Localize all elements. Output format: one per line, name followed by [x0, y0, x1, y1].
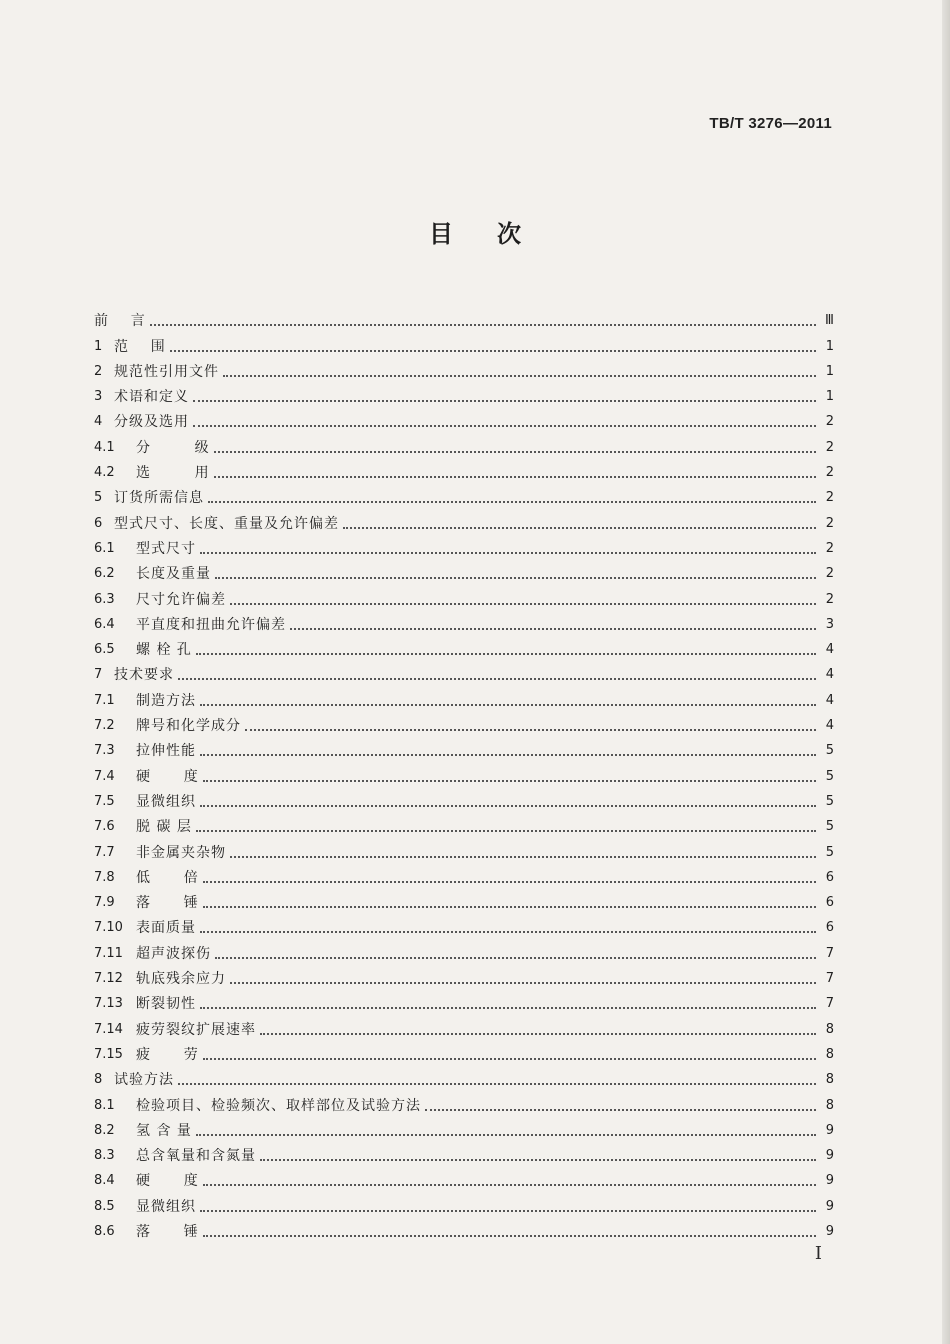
toc-entry-number: 7.15	[94, 1046, 123, 1062]
toc-entry[interactable]	[94, 533, 834, 558]
toc-entry-label: 术语和定义	[114, 389, 189, 406]
toc-dot-leader	[178, 1083, 816, 1085]
toc-dot-leader	[260, 1159, 816, 1161]
toc-dot-leader	[203, 1235, 816, 1237]
toc-entry-label: 分 级	[136, 439, 210, 456]
toc-dot-leader	[203, 906, 816, 908]
toc-entry-page: 2	[825, 591, 834, 607]
toc-entry-page: 2	[825, 439, 834, 455]
toc-entry-label: 牌号和化学成分	[136, 718, 241, 735]
toc-entry-page: 9	[825, 1148, 834, 1164]
toc-entry[interactable]	[94, 735, 834, 760]
toc-entry-number: 6	[94, 515, 103, 531]
toc-entry-page: 1	[825, 389, 834, 405]
toc-entry-page: 2	[825, 566, 834, 582]
toc-entry-number: 4.2	[94, 465, 115, 481]
toc-dot-leader	[208, 501, 816, 503]
toc-entry[interactable]	[94, 912, 834, 937]
toc-entry-label: 硬 度	[136, 768, 199, 785]
page-number: I	[814, 1243, 822, 1264]
toc-entry-number: 5	[94, 490, 103, 506]
toc-entry-number: 7	[94, 667, 103, 683]
toc-dot-leader	[343, 527, 816, 529]
toc-entry[interactable]	[94, 811, 834, 836]
toc-entry-label: 范 围	[114, 338, 166, 355]
toc-entry-number: 8.5	[94, 1198, 115, 1214]
toc-entry-page: 2	[825, 540, 834, 556]
toc-entry[interactable]	[94, 634, 834, 659]
toc-entry-number: 7.9	[94, 895, 115, 911]
toc-entry-number: 1	[94, 338, 103, 354]
toc-entry-number: 6.2	[94, 566, 115, 582]
toc-entry-page: 6	[825, 920, 834, 936]
toc-entry-page: 9	[825, 1198, 834, 1214]
toc-entry-number: 7.7	[94, 844, 115, 860]
toc-entry-page: 4	[825, 642, 834, 658]
page-title: 目次	[429, 220, 565, 248]
toc-entry-label: 显微组织	[136, 793, 196, 810]
toc-entry-number: 7.8	[94, 869, 115, 885]
toc-entry[interactable]	[94, 583, 834, 608]
toc-entry-label: 疲 劳	[136, 1046, 199, 1063]
toc-dot-leader	[230, 982, 816, 984]
toc-entry[interactable]	[94, 1039, 834, 1064]
toc-entry-label: 非金属夹杂物	[136, 844, 226, 861]
toc-entry[interactable]	[94, 1165, 834, 1190]
toc-entry-page: 8	[825, 1097, 834, 1113]
toc-dot-leader	[196, 653, 816, 655]
toc-entry-page: 8	[825, 1021, 834, 1037]
document-code: TB/T 3276—2011	[709, 115, 832, 132]
page-edge	[942, 0, 950, 1344]
toc-entry[interactable]	[94, 786, 834, 811]
toc-dot-leader	[203, 1184, 816, 1186]
toc-entry-page: 7	[825, 971, 834, 987]
toc-entry-page: 4	[825, 718, 834, 734]
toc-dot-leader	[200, 754, 816, 756]
toc-entry[interactable]	[94, 1089, 834, 1114]
toc-entry-page: 4	[825, 667, 834, 683]
toc-entry-label: 低 倍	[136, 869, 199, 886]
toc-entry-page: 5	[825, 743, 834, 759]
toc-entry[interactable]	[94, 330, 834, 355]
toc-entry-label: 型式尺寸	[136, 540, 196, 557]
toc-entry-page: 8	[825, 1046, 834, 1062]
toc-dot-leader	[200, 1007, 816, 1009]
toc-entry-label: 氢 含 量	[136, 1122, 192, 1139]
toc-dot-leader	[203, 780, 816, 782]
toc-entry-label: 断裂韧性	[136, 996, 196, 1013]
toc-entry[interactable]	[94, 457, 834, 482]
table-of-contents	[94, 305, 834, 1241]
toc-entry-label: 尺寸允许偏差	[136, 591, 226, 608]
toc-dot-leader	[245, 729, 816, 731]
toc-dot-leader	[215, 957, 816, 959]
toc-entry-label: 分级及选用	[114, 414, 189, 431]
toc-entry-label: 轨底残余应力	[136, 971, 226, 988]
toc-entry-page: 4	[825, 692, 834, 708]
toc-entry-label: 前 言	[94, 313, 146, 330]
toc-entry[interactable]	[94, 659, 834, 684]
toc-entry-number: 8.6	[94, 1223, 115, 1239]
toc-entry-number: 7.4	[94, 768, 115, 784]
toc-entry-label: 平直度和扭曲允许偏差	[136, 616, 286, 633]
toc-entry-page: 5	[825, 844, 834, 860]
toc-entry-label: 选 用	[136, 465, 210, 482]
toc-entry-label: 长度及重量	[136, 566, 211, 583]
toc-dot-leader	[425, 1109, 816, 1111]
toc-dot-leader	[170, 350, 816, 352]
toc-entry[interactable]	[94, 609, 834, 634]
toc-entry[interactable]	[94, 887, 834, 912]
toc-entry-page: 7	[825, 996, 834, 1012]
toc-entry[interactable]	[94, 937, 834, 962]
toc-entry[interactable]	[94, 760, 834, 785]
toc-dot-leader	[196, 830, 816, 832]
toc-entry[interactable]	[94, 836, 834, 861]
toc-entry-number: 7.10	[94, 920, 123, 936]
toc-entry-label: 检验项目、检验频次、取样部位及试验方法	[136, 1097, 421, 1114]
toc-entry-label: 螺 栓 孔	[136, 642, 192, 659]
toc-entry-page: 2	[825, 515, 834, 531]
toc-dot-leader	[290, 628, 816, 630]
toc-entry[interactable]	[94, 710, 834, 735]
toc-entry[interactable]	[94, 507, 834, 532]
toc-dot-leader	[200, 552, 816, 554]
toc-entry-label: 试验方法	[114, 1072, 174, 1089]
toc-entry-page: 7	[825, 945, 834, 961]
toc-entry-page: 8	[825, 1072, 834, 1088]
toc-entry[interactable]	[94, 1190, 834, 1215]
toc-dot-leader	[193, 425, 816, 427]
toc-entry-page: Ⅲ	[825, 313, 834, 329]
toc-entry-number: 6.1	[94, 540, 115, 556]
toc-dot-leader	[150, 324, 816, 326]
toc-entry-page: 6	[825, 895, 834, 911]
toc-entry-number: 8.2	[94, 1122, 115, 1138]
toc-entry[interactable]	[94, 684, 834, 709]
toc-entry-label: 总含氧量和含氮量	[136, 1148, 256, 1165]
toc-dot-leader	[223, 375, 816, 377]
toc-entry-number: 7.1	[94, 692, 115, 708]
toc-entry-page: 2	[825, 465, 834, 481]
toc-entry[interactable]	[94, 558, 834, 583]
toc-entry-number: 3	[94, 389, 103, 405]
toc-entry[interactable]	[94, 406, 834, 431]
toc-dot-leader	[200, 805, 816, 807]
toc-entry-number: 4.1	[94, 439, 115, 455]
toc-entry[interactable]	[94, 862, 834, 887]
toc-entry-page: 5	[825, 819, 834, 835]
toc-entry[interactable]	[94, 988, 834, 1013]
toc-entry[interactable]	[94, 1013, 834, 1038]
toc-entry[interactable]	[94, 431, 834, 456]
toc-entry-number: 7.14	[94, 1021, 123, 1037]
toc-entry-number: 7.5	[94, 793, 115, 809]
toc-entry-page: 5	[825, 768, 834, 784]
toc-entry-number: 7.11	[94, 945, 123, 961]
toc-dot-leader	[214, 476, 816, 478]
toc-entry-page: 9	[825, 1173, 834, 1189]
toc-entry-label: 落 锤	[136, 895, 199, 912]
toc-dot-leader	[193, 400, 816, 402]
toc-entry-label: 超声波探伤	[136, 945, 211, 962]
toc-entry-number: 8.4	[94, 1173, 115, 1189]
toc-entry-label: 硬 度	[136, 1173, 199, 1190]
toc-entry-number: 7.2	[94, 718, 115, 734]
toc-dot-leader	[196, 1134, 816, 1136]
toc-entry-label: 显微组织	[136, 1198, 196, 1215]
toc-dot-leader	[215, 577, 816, 579]
toc-entry-page: 1	[825, 363, 834, 379]
toc-entry-number: 8	[94, 1072, 103, 1088]
toc-entry-label: 脱 碳 层	[136, 819, 192, 836]
toc-entry[interactable]	[94, 1140, 834, 1165]
toc-dot-leader	[230, 856, 816, 858]
toc-dot-leader	[200, 704, 816, 706]
toc-entry[interactable]	[94, 963, 834, 988]
toc-entry-label: 订货所需信息	[114, 490, 204, 507]
toc-dot-leader	[214, 451, 816, 453]
toc-entry-number: 7.3	[94, 743, 115, 759]
toc-entry-label: 规范性引用文件	[114, 363, 219, 380]
toc-entry-page: 5	[825, 793, 834, 809]
toc-entry[interactable]	[94, 381, 834, 406]
toc-entry-number: 8.1	[94, 1097, 115, 1113]
toc-dot-leader	[203, 1058, 816, 1060]
toc-entry[interactable]	[94, 1216, 834, 1241]
toc-entry-label: 型式尺寸、长度、重量及允许偏差	[114, 515, 339, 532]
toc-entry-page: 6	[825, 869, 834, 885]
toc-entry-page: 2	[825, 490, 834, 506]
toc-entry[interactable]	[94, 305, 834, 330]
toc-entry-number: 7.12	[94, 971, 123, 987]
toc-entry-label: 表面质量	[136, 920, 196, 937]
toc-entry-number: 6.5	[94, 642, 115, 658]
toc-entry-number: 6.3	[94, 591, 115, 607]
toc-entry-label: 技术要求	[114, 667, 174, 684]
toc-dot-leader	[178, 678, 816, 680]
toc-entry-number: 7.6	[94, 819, 115, 835]
toc-entry-label: 制造方法	[136, 692, 196, 709]
toc-entry[interactable]	[94, 356, 834, 381]
toc-entry-number: 6.4	[94, 616, 115, 632]
toc-entry-page: 3	[825, 616, 834, 632]
toc-entry-number: 8.3	[94, 1148, 115, 1164]
toc-entry-label: 拉伸性能	[136, 743, 196, 760]
toc-entry-label: 落 锤	[136, 1223, 199, 1240]
toc-entry-page: 2	[825, 414, 834, 430]
toc-dot-leader	[200, 1210, 816, 1212]
toc-dot-leader	[200, 931, 816, 933]
toc-dot-leader	[203, 881, 816, 883]
toc-entry-page: 1	[825, 338, 834, 354]
toc-entry-page: 9	[825, 1223, 834, 1239]
toc-dot-leader	[260, 1033, 816, 1035]
toc-entry-number: 7.13	[94, 996, 123, 1012]
toc-entry-label: 疲劳裂纹扩展速率	[136, 1021, 256, 1038]
toc-entry-page: 9	[825, 1122, 834, 1138]
toc-entry-number: 2	[94, 363, 103, 379]
toc-entry[interactable]	[94, 1064, 834, 1089]
toc-entry[interactable]	[94, 482, 834, 507]
toc-entry-number: 4	[94, 414, 103, 430]
toc-dot-leader	[230, 603, 816, 605]
toc-entry[interactable]	[94, 1115, 834, 1140]
